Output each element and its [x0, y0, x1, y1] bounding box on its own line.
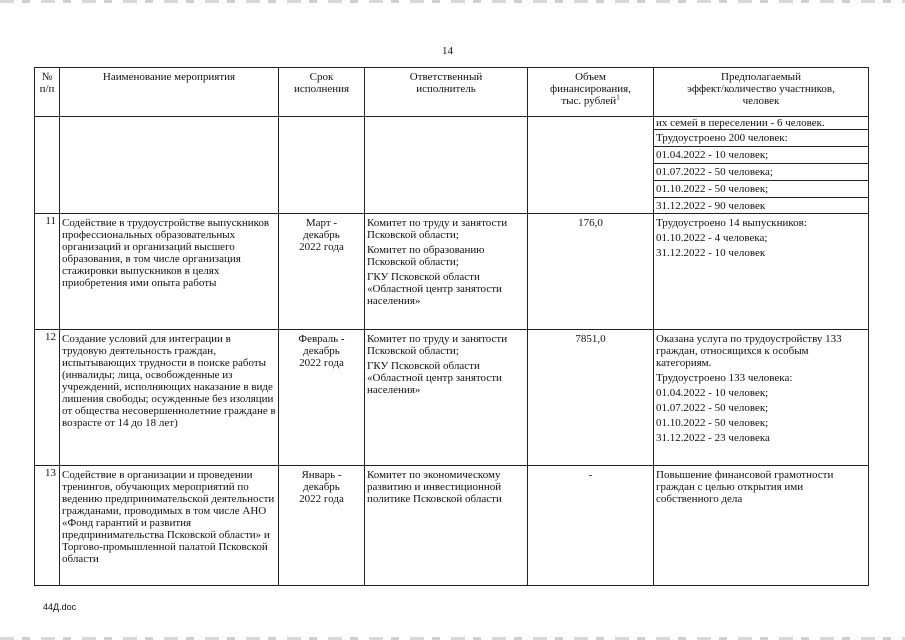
- event-name: Содействие в организации и проведении тренингов, обучающих мероприятий по ведению предпринимательской деятельности гражданами, проводимых в том числе АНО «Фонд гарантий и развития предпринимательства Псковской области» и Торгово-промышленной палатой Псковской области: [60, 466, 279, 586]
- event-responsible: [365, 330, 528, 466]
- effect-line: Трудоустроено 133 человека:: [656, 372, 793, 384]
- effect-line: 31.12.2022 - 23 человека: [656, 432, 770, 444]
- event-effect: [654, 214, 869, 330]
- effect-line: Оказана услуга по трудоустройству 133 граждан, относящихся к особым категориям.: [656, 333, 842, 369]
- table-row: [35, 117, 869, 214]
- table-row: [35, 214, 869, 330]
- effect-line: 01.04.2022 - 10 человек;: [654, 146, 868, 163]
- page-number: 14: [442, 45, 453, 57]
- effect-line: 01.07.2022 - 50 человека;: [654, 163, 868, 180]
- effect-line: 01.10.2022 - 50 человек;: [656, 417, 769, 429]
- responsible-item: Комитет по экономическому развитию и инвестиционной политике Псковской области: [367, 469, 502, 505]
- responsible-item: ГКУ Псковской области «Областной центр занятости населения»: [367, 360, 502, 396]
- event-financing: 7851,0: [528, 330, 654, 466]
- event-effect: [654, 466, 869, 586]
- row-number: 11: [35, 214, 60, 330]
- responsible-item: ГКУ Псковской области «Областной центр занятости населения»: [367, 271, 502, 307]
- footnote-marker: 1: [616, 93, 620, 102]
- header-financing: [528, 68, 654, 117]
- effect-line: Трудоустроено 200 человек:: [654, 129, 868, 146]
- responsible-item: Комитет по труду и занятости Псковской области;: [367, 217, 508, 241]
- effect-line: 01.10.2022 - 4 человека;: [656, 232, 768, 244]
- row-number: 12: [35, 330, 60, 466]
- effect-line: их семей в переселении - 6 человек.: [656, 117, 825, 129]
- event-financing: 176,0: [528, 214, 654, 330]
- footer-filename: 44Д.doc: [43, 602, 77, 612]
- effect-line: 01.04.2022 - 10 человек;: [656, 387, 769, 399]
- header-effect: Предполагаемый эффект/количество участников, человек: [654, 68, 869, 117]
- effect-line: 31.12.2022 - 10 человек: [656, 247, 766, 259]
- cell-name: [60, 117, 279, 214]
- table-header-row: [35, 68, 869, 117]
- event-name: Содействие в трудоустройстве выпускников профессиональных образовательных организаций и организаций высшего образования, в том числе организация стажировки выпускников в целях приобретения ими опыта работы: [60, 214, 279, 330]
- row-number: 13: [35, 466, 60, 586]
- responsible-item: Комитет по труду и занятости Псковской области;: [367, 333, 508, 357]
- effect-line: Повышение финансовой грамотности граждан с целью открытия ими собственного дела: [656, 469, 834, 505]
- effect-line: 01.07.2022 - 50 человек;: [656, 402, 769, 414]
- effect-line: 31.12.2022 - 90 человек: [654, 197, 868, 213]
- header-name: Наименование мероприятия: [60, 68, 279, 117]
- cell-num: [35, 117, 60, 214]
- effect-line: Трудоустроено 14 выпускников:: [656, 217, 807, 229]
- event-effect: [654, 330, 869, 466]
- event-responsible: [365, 214, 528, 330]
- event-name: Создание условий для интеграции в трудовую деятельность граждан, испытывающих трудности в поиске работы (инвалиды; лица, освобожденные из учреждений, исполняющих наказание в виде лишения свободы; осужденные без изоляции от общества несовершеннолетние граждане в возрасте от 14 до 18 лет): [60, 330, 279, 466]
- header-responsible: Ответственный исполнитель: [365, 68, 528, 117]
- cell-term: [279, 117, 365, 214]
- responsible-item: Комитет по образованию Псковской области;: [367, 244, 485, 268]
- event-responsible: [365, 466, 528, 586]
- header-num: № п/п: [35, 68, 60, 117]
- table-row: [35, 466, 869, 586]
- table-row: [35, 330, 869, 466]
- scan-edge-top: [0, 0, 905, 3]
- event-term: Март - декабрь 2022 года: [279, 214, 365, 330]
- cell-responsible: [365, 117, 528, 214]
- events-table: [34, 67, 869, 586]
- event-financing: -: [528, 466, 654, 586]
- cell-financing: [528, 117, 654, 214]
- cell-effect: [654, 117, 869, 214]
- header-term: Срок исполнения: [279, 68, 365, 117]
- event-term: Февраль - декабрь 2022 года: [279, 330, 365, 466]
- effect-line: 01.10.2022 - 50 человек;: [654, 180, 868, 197]
- header-financing-text: Объем финансирования, тыс. рублей: [550, 71, 631, 107]
- event-term: Январь - декабрь 2022 года: [279, 466, 365, 586]
